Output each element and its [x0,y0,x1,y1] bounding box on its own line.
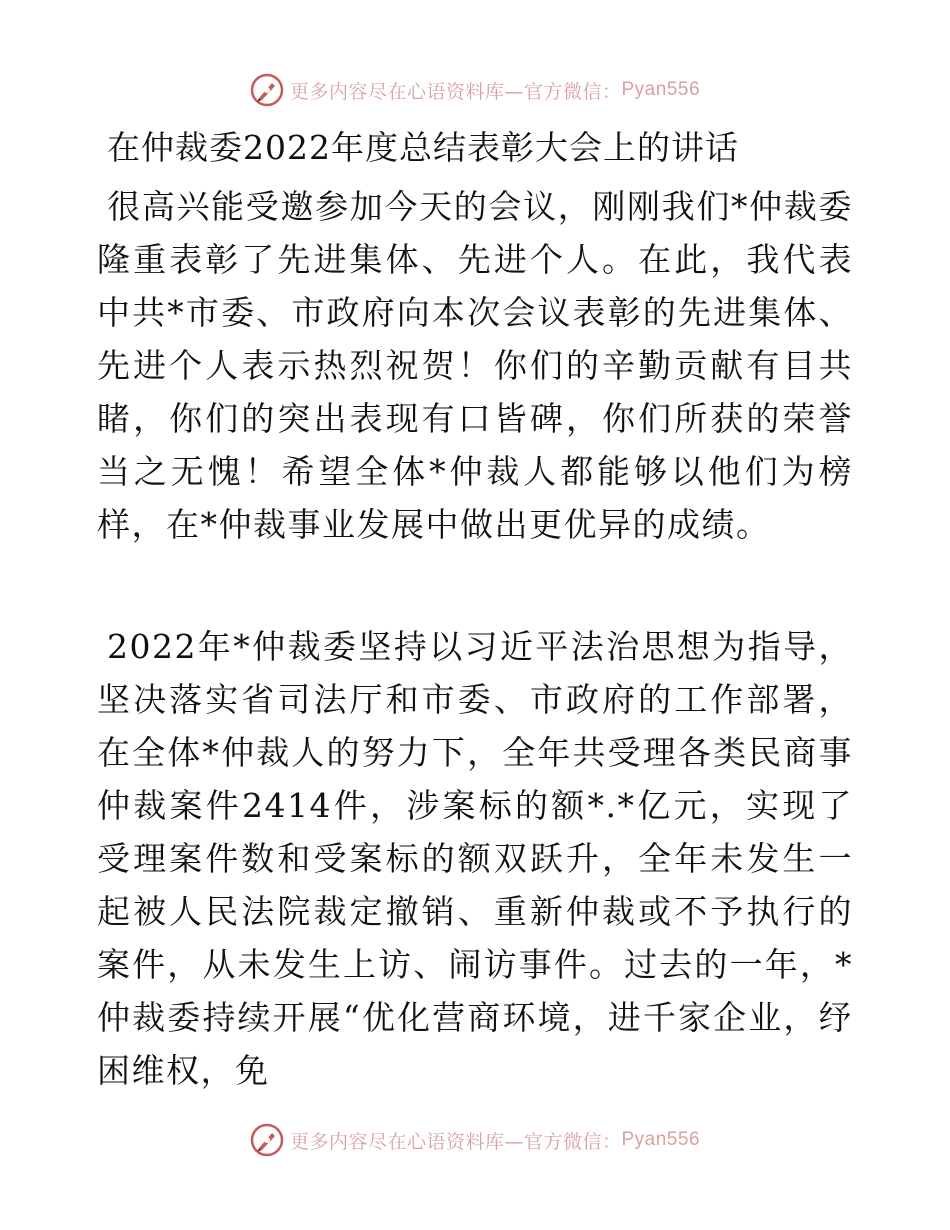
paragraph-1 [97,180,853,551]
pen-logo-icon [250,1123,284,1157]
watermark-text: 更多内容尽在心语资料库—官方微信： [289,1130,622,1153]
document-title: 在仲裁委2022年度总结表彰大会上的讲话 [107,128,739,167]
paragraph-1-text: 很高兴能受邀参加今天的会议，刚刚我们*仲裁委隆重表彰了先进集体、先进个人。在此，我代表中共*市委、市政府向本次会议表彰的先进集体、先进个人表示热烈祝贺！你们的辛勤贡献有目共睹，你们的突出表现有口皆碑，你们所获的荣誉当之无愧！希望全体*仲裁人都能够以他们为榜样，在*仲裁事业发展中做出更优异的成绩。 [97,187,853,544]
watermark-text: 更多内容尽在心语资料库—官方微信： [289,80,622,103]
header-watermark [0,70,950,110]
pen-logo-icon [250,73,284,107]
paragraph-2-text: 2022年*仲裁委坚持以习近平法治思想为指导，坚决落实省司法厅和市委、市政府的工作部署，在全体*仲裁人的努力下，全年共受理各类民商事仲裁案件2414件，涉案标的额*.*亿元，实现了受理案件数和受案标的额双跃升，全年未发生一起被人民法院裁定撤销、重新仲裁或不予执行的案件，从未发生上访、闹访事件。过去的一年，*仲裁委持续开展“优化营商环境，进千家企业，纾困维权，免 [97,627,853,1090]
paragraph-2 [97,620,853,1097]
watermark-contact: Pyan556 [621,1129,701,1150]
watermark-contact: Pyan556 [621,79,701,100]
footer-watermark [0,1120,950,1160]
